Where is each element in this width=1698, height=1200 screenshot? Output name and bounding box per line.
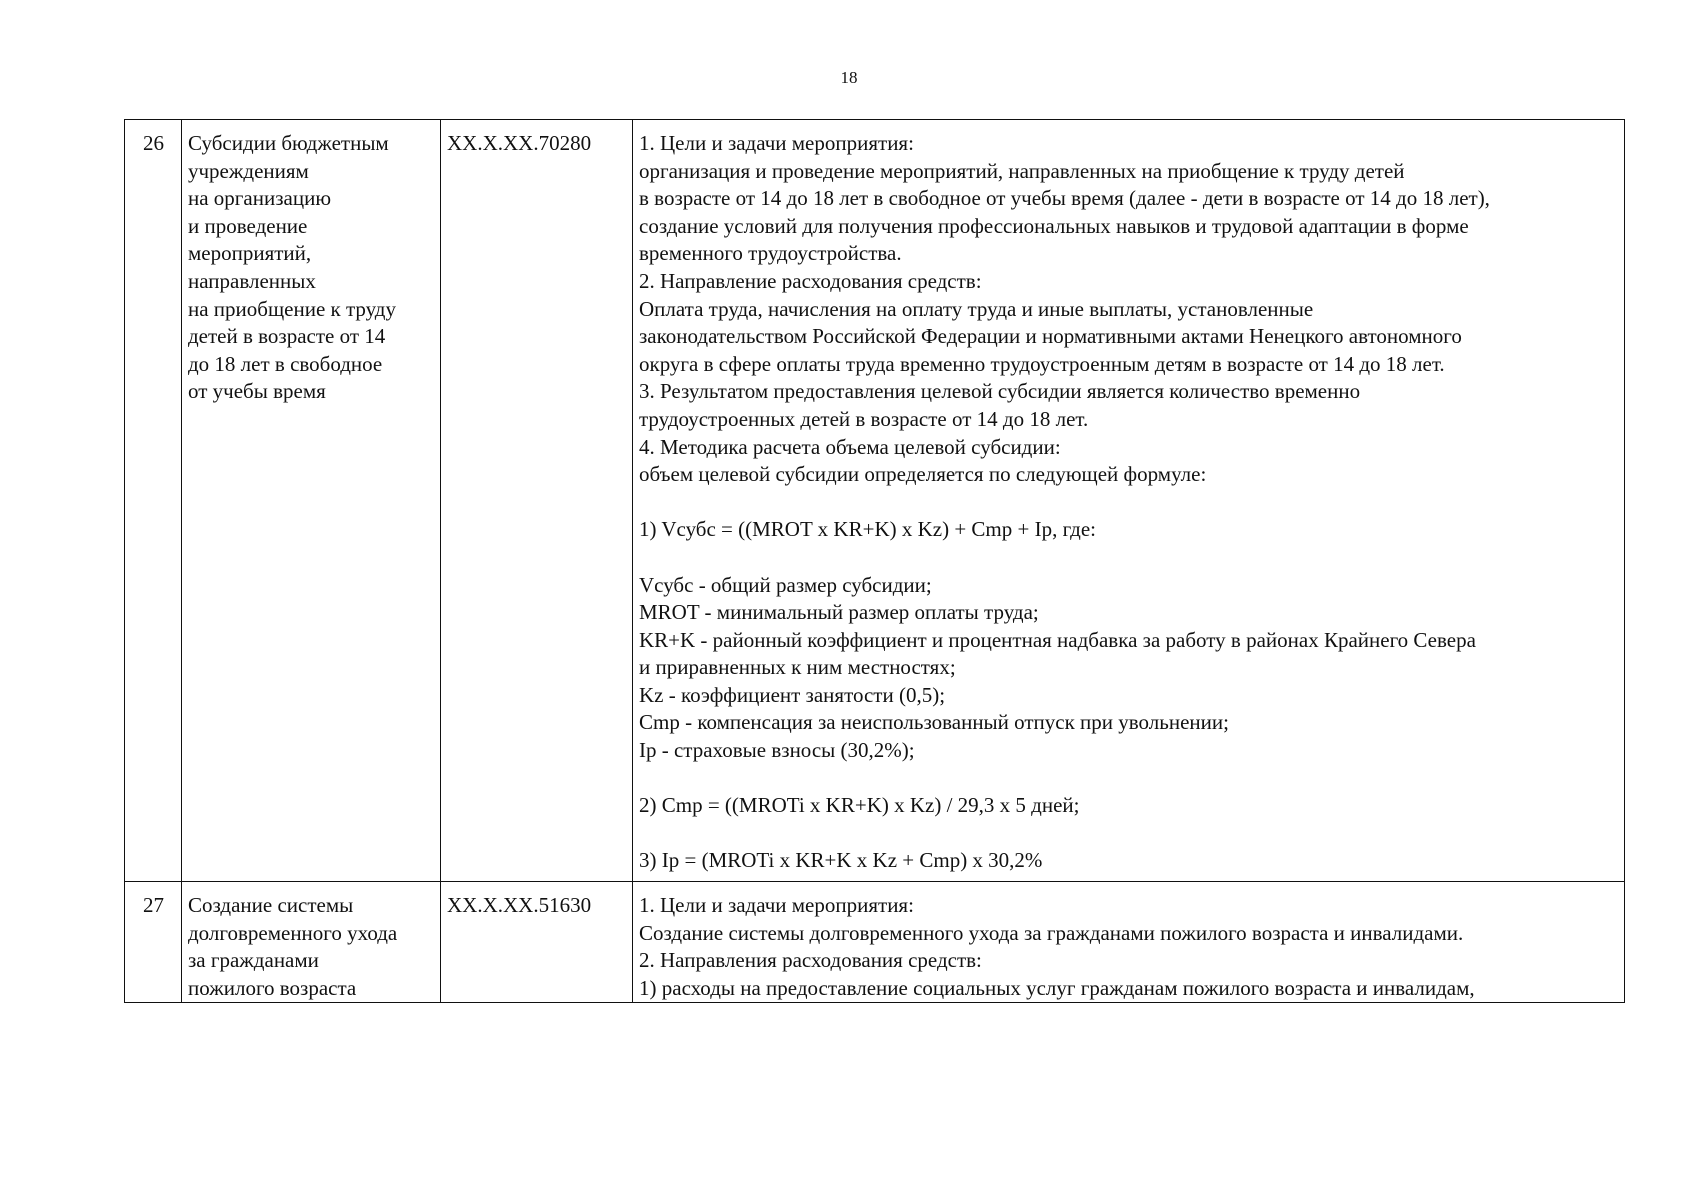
measure-name-line: и проведение [188,213,308,238]
blank-line [639,489,1619,517]
description-line: 2. Направление расходования средств: [639,268,982,293]
description-line: организация и проведение мероприятий, направленных на приобщение к труду детей [639,158,1405,183]
blank-line [639,820,1619,848]
row-number: 27 [125,882,182,1003]
measure-name-line: пожилого возраста [188,975,357,1000]
measures-table [124,119,1625,1003]
blank-line [639,544,1619,572]
table-row [125,120,1625,882]
blank-line [639,765,1619,793]
description-line: законодательством Российской Федерации и нормативными актами Ненецкого автономного [639,324,1462,349]
measure-description [633,882,1625,1003]
measure-name-line: Создание системы [188,893,354,918]
measure-name-line: до 18 лет в свободное [188,351,383,376]
description-line: 1. Цели и задачи мероприятия: [639,131,914,155]
measure-name-line: учреждениям [188,158,309,183]
description-line: объем целевой субсидии определяется по следующей формуле: [639,462,1207,487]
description-line: MROT - минимальный размер оплаты труда; [639,600,1039,625]
measure-name-line: Субсидии бюджетным [188,131,389,155]
page-number: 18 [840,68,858,87]
measure-name-line: направленных [188,268,316,293]
description-line: трудоустроенных детей в возрасте от 14 до 18 лет. [639,406,1089,431]
measure-name-line: на приобщение к труду [188,296,396,321]
description-line: округа в сфере оплаты труда временно трудоустроенным детям в возрасте от 14 до 18 лет. [639,351,1445,376]
measure-name [182,882,441,1003]
measure-name-line: мероприятий, [188,241,312,266]
row-number: 26 [125,120,182,882]
description-line: 1) расходы на предоставление социальных услуг гражданам пожилого возраста и инвалидам, [639,975,1475,1000]
formula-line: 1) Vсубс = ((MROT x KR+K) x Kz) + Cmp + Ip, где: [639,517,1097,542]
measure-name-line: долговременного ухода [188,920,398,945]
formula-line: 2) Cmp = ((MROTi x KR+K) x Kz) / 29,3 x 5 дней; [639,793,1080,818]
table-row [125,882,1625,1003]
description-line: создание условий для получения профессиональных навыков и трудовой адаптации в форме [639,213,1469,238]
description-line: Vсубс - общий размер субсидии; [639,572,932,597]
budget-code: XX.X.XX.51630 [441,882,633,1003]
description-line: и приравненных к ним местностях; [639,655,956,680]
description-line: 4. Методика расчета объема целевой субсидии: [639,434,1061,459]
measure-description [633,120,1625,882]
formula-line: 3) Ip = (MROTi x KR+K x Kz + Cmp) x 30,2% [639,848,1043,873]
budget-code: XX.X.XX.70280 [441,120,633,882]
description-line: временного трудоустройства. [639,241,902,266]
measure-name-line: за гражданами [188,948,319,973]
measure-name [182,120,441,882]
description-line: 1. Цели и задачи мероприятия: [639,893,914,918]
description-line: KR+K - районный коэффициент и процентная надбавка за работу в районах Крайнего Севера [639,627,1476,652]
measure-name-line: от учебы время [188,379,326,404]
description-line: Оплата труда, начисления на оплату труда и иные выплаты, установленные [639,296,1314,321]
measure-name-line: на организацию [188,186,332,211]
description-line: Создание системы долговременного ухода за гражданами пожилого возраста и инвалидами. [639,920,1464,945]
description-line: Cmp - компенсация за неиспользованный отпуск при увольнении; [639,710,1229,735]
description-line: Kz - коэффициент занятости (0,5); [639,682,946,707]
description-line: Ip - страховые взносы (30,2%); [639,738,915,763]
description-line: в возрасте от 14 до 18 лет в свободное от учебы время (далее - дети в возрасте от 14 до 18 лет), [639,186,1490,211]
measure-name-line: детей в возрасте от 14 [188,324,386,349]
description-line: 2. Направления расходования средств: [639,948,982,973]
description-line: 3. Результатом предоставления целевой субсидии является количество временно [639,379,1361,404]
